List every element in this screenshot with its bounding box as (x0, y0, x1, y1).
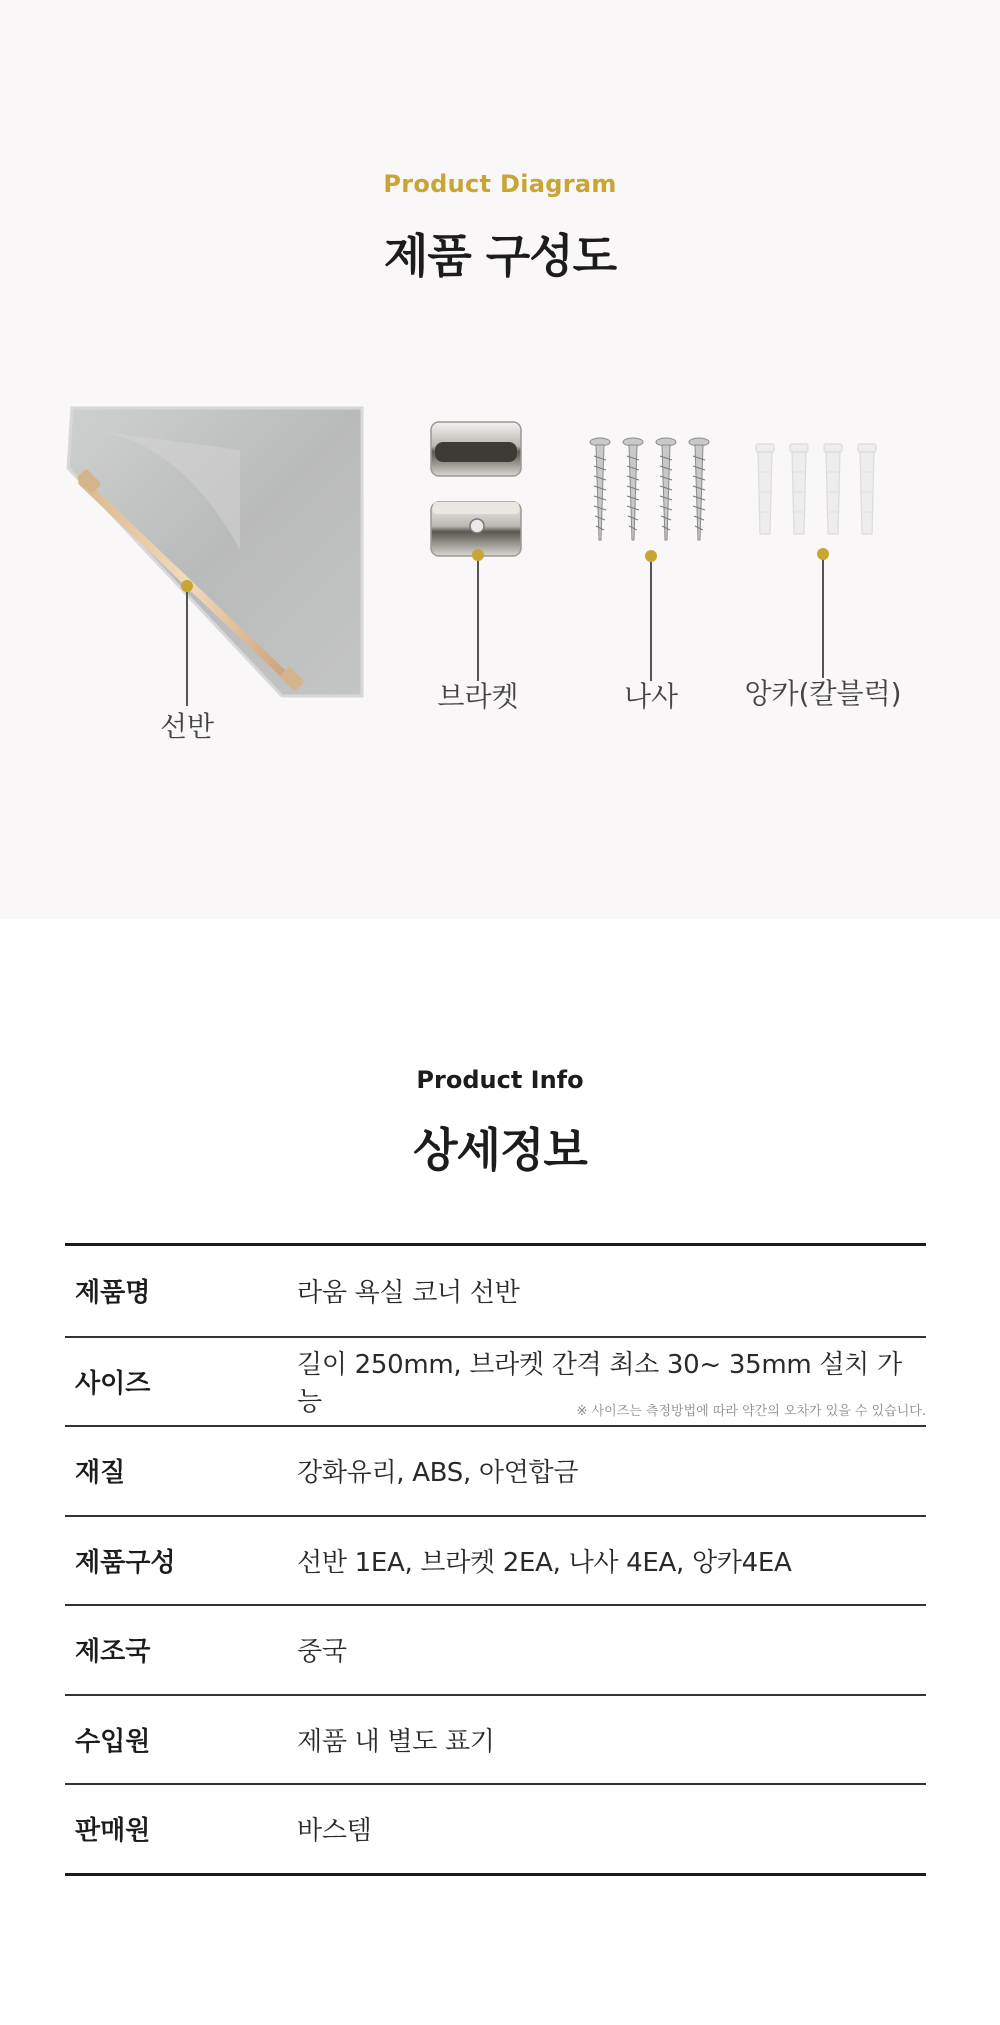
diagram-title: 제품 구성도 (383, 229, 617, 283)
shelf-label: 선반 (159, 710, 215, 743)
table-row (65, 1694, 926, 1784)
spec-value: 라움 욕실 코너 선반 (297, 1278, 520, 1309)
product-info-section (0, 919, 1000, 2025)
screw-label: 나사 (623, 680, 679, 713)
shelf-image (60, 400, 380, 700)
table-row (65, 1246, 926, 1336)
table-row (65, 1783, 926, 1873)
bracket-dot (472, 549, 484, 561)
bracket-leader-line (477, 555, 479, 681)
spec-label: 재질 (75, 1458, 126, 1489)
anchor-image (752, 442, 887, 542)
info-eyebrow: Product Info (416, 1066, 584, 1094)
spec-table (65, 1243, 926, 1876)
spec-value: 길이 250mm, 브라켓 간격 최소 30~ 35mm 설치 가능 (297, 1350, 902, 1418)
spec-label: 제조국 (75, 1637, 151, 1668)
spec-value: 강화유리, ABS, 아연합금 (297, 1458, 579, 1489)
size-note: ※ 사이즈는 측정방법에 따라 약간의 오차가 있을 수 있습니다. (576, 1404, 926, 1419)
anchor-label: 앙카(칼블럭) (744, 677, 902, 710)
table-row (65, 1604, 926, 1694)
spec-label: 제품명 (75, 1278, 151, 1309)
spec-label: 사이즈 (75, 1368, 151, 1399)
spec-value: 바스템 (297, 1816, 372, 1847)
spec-label: 제품구성 (75, 1547, 176, 1578)
table-row (65, 1336, 926, 1426)
shelf-dot (181, 580, 193, 592)
shelf-leader-line (186, 586, 188, 706)
diagram-eyebrow: Product Diagram (383, 170, 617, 198)
bracket-image (425, 416, 530, 566)
spec-label: 수입원 (75, 1726, 151, 1757)
spec-value: 제품 내 별도 표기 (297, 1726, 495, 1757)
table-row (65, 1425, 926, 1515)
parts-diagram (0, 380, 1000, 780)
info-title: 상세정보 (413, 1123, 587, 1177)
bracket-label: 브라켓 (437, 680, 519, 713)
spec-label: 판매원 (75, 1816, 151, 1847)
product-diagram-section (0, 0, 1000, 919)
spec-value: 중국 (297, 1637, 347, 1668)
anchor-dot (817, 548, 829, 560)
table-row (65, 1515, 926, 1605)
anchor-leader-line (822, 554, 824, 678)
screw-image (588, 436, 713, 546)
screw-dot (645, 550, 657, 562)
screw-leader-line (650, 556, 652, 681)
spec-value: 선반 1EA, 브라켓 2EA, 나사 4EA, 앙카4EA (297, 1547, 792, 1578)
